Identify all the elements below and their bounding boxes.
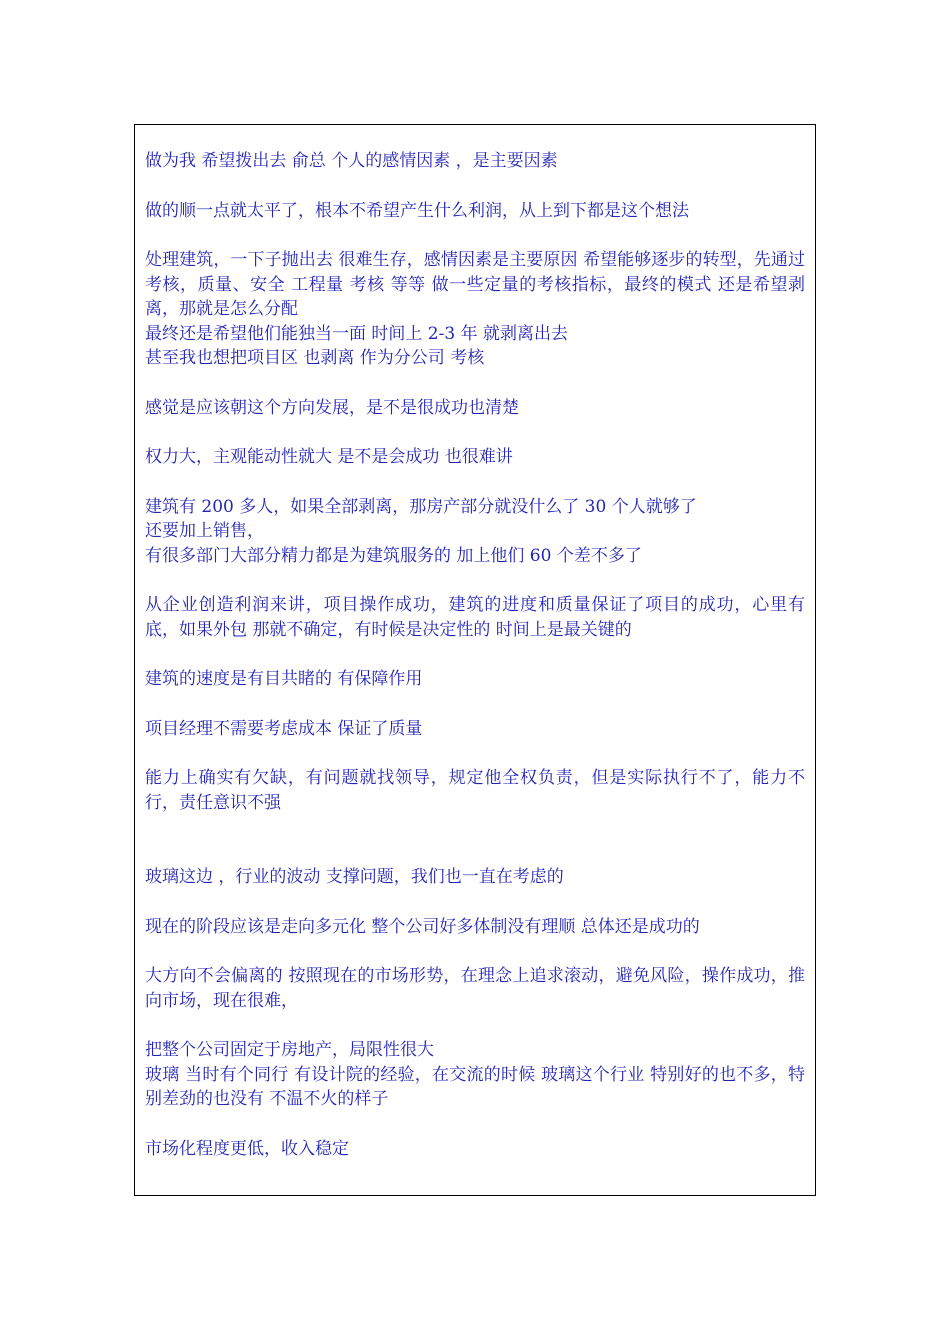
- spacer: [145, 890, 805, 915]
- paragraph: 权力大，主观能动性就大 是不是会成功 也很难讲: [145, 447, 513, 467]
- paragraph: 能力上确实有欠缺，有问题就找领导，规定他全权负责，但是实际执行不了，能力不行，责任意识不强: [145, 768, 805, 813]
- paragraph: 有很多部门大部分精力都是为建筑服务的 加上他们 60 个差不多了: [145, 545, 642, 566]
- paragraph: 玻璃 当时有个同行 有设计院的经验，在交流的时候 玻璃这个行业 特别好的也不多，特别差劲的也没有 不温不火的样子: [145, 1064, 805, 1109]
- paragraph: 把整个公司固定于房地产，局限性很大: [145, 1040, 434, 1060]
- spacer: [145, 692, 805, 717]
- paragraph: 甚至我也想把项目区 也剥离 作为分公司 考核: [145, 348, 485, 368]
- spacer: [145, 371, 805, 396]
- spacer: [145, 939, 805, 964]
- spacer: [145, 642, 805, 667]
- spacer: [145, 223, 805, 248]
- spacer: [145, 1013, 805, 1038]
- spacer: [145, 741, 805, 766]
- spacer: [145, 470, 805, 495]
- paragraph: 市场化程度更低，收入稳定: [145, 1138, 349, 1159]
- paragraph: 建筑的速度是有目共睹的 有保障作用: [145, 669, 423, 689]
- spacer: [145, 420, 805, 445]
- paragraph: 做的顺一点就太平了，根本不希望产生什么利润，从上到下都是这个想法: [145, 200, 689, 221]
- paragraph: 现在的阶段应该是走向多元化 整个公司好多体制没有理顺 总体还是成功的: [145, 916, 700, 937]
- spacer: [145, 568, 805, 593]
- paragraph: 大方向不会偏离的 按照现在的市场形势，在理念上追求滚动，避免风险，操作成功，推向市场，现在很难，: [145, 966, 805, 1011]
- paragraph: 建筑有 200 多人，如果全部剥离，那房产部分就没什么了 30 个人就够了: [145, 496, 697, 517]
- paragraph: 处理建筑，一下子抛出去 很难生存，感情因素是主要原因 希望能够逐步的转型，先通过考核，质量、安全 工程量 考核 等等 做一些定量的考核指标，最终的模式 还是希望剥离，那就是怎么分配: [145, 250, 805, 319]
- spacer: [145, 815, 805, 865]
- paragraph: 做为我 希望拨出去 俞总 个人的感情因素 ，是主要因素: [145, 151, 558, 171]
- paragraph: 玻璃这边 ，行业的波动 支撑问题，我们也一直在考虑的: [145, 867, 564, 887]
- bordered-text-box: [134, 124, 816, 1196]
- spacer: [145, 1112, 805, 1137]
- spacer: [145, 174, 805, 199]
- paragraph: 项目经理不需要考虑成本 保证了质量: [145, 718, 423, 739]
- paragraph: 感觉是应该朝这个方向发展，是不是很成功也清楚: [145, 397, 519, 418]
- paragraph: 还要加上销售，: [145, 521, 264, 541]
- paragraph: 从企业创造利润来讲，项目操作成功，建筑的进度和质量保证了项目的成功，心里有底，如果外包 那就不确定，有时候是决定性的 时间上是最关键的: [145, 595, 805, 640]
- paragraph: 最终还是希望他们能独当一面 时间上 2-3 年 就剥离出去: [145, 323, 568, 344]
